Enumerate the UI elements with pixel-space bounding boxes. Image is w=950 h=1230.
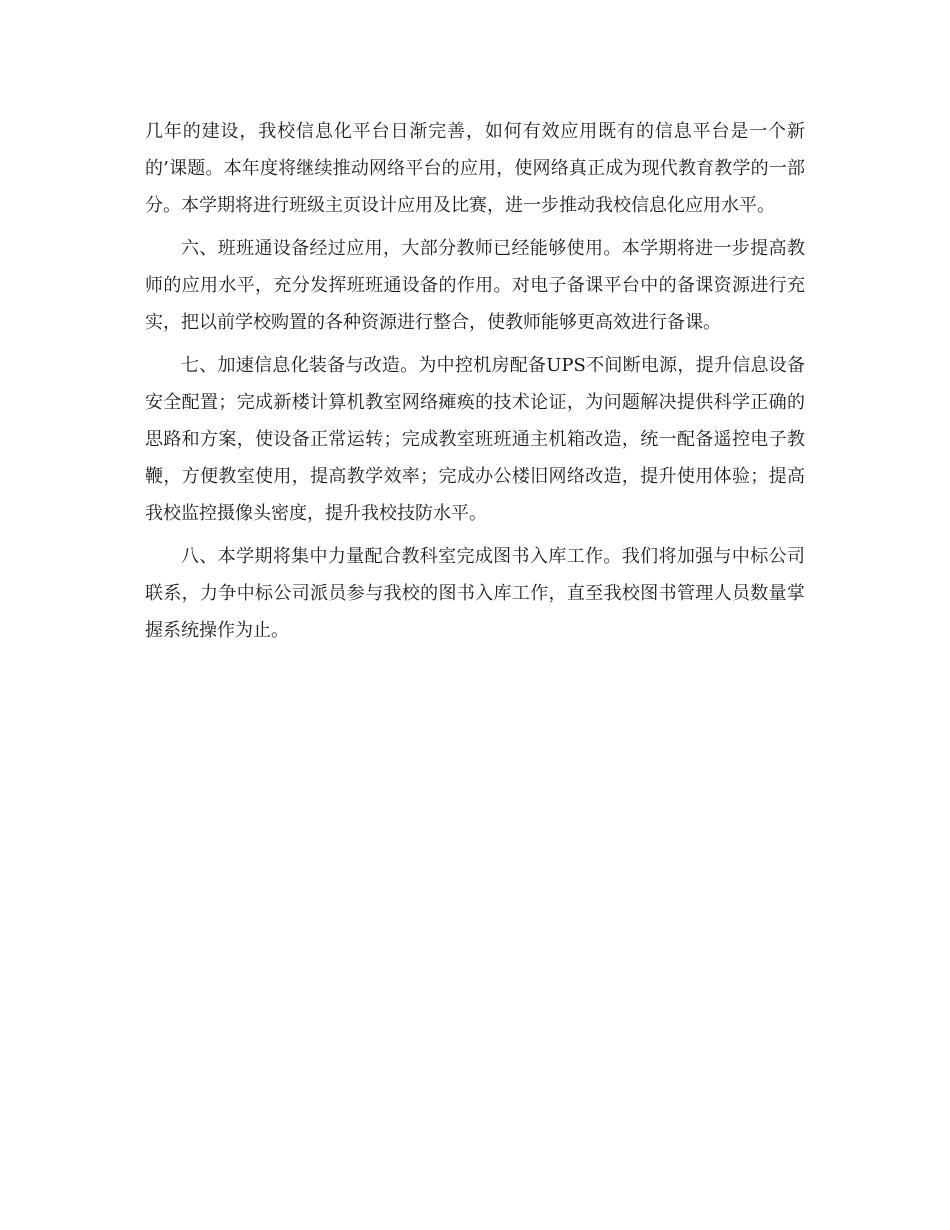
document-body — [145, 113, 805, 655]
paragraph-section-8: 八、本学期将集中力量配合教科室完成图书入库工作。我们将加强与中标公司联系，力争中标公司派员参与我校的图书入库工作，直至我校图书管理人员数量掌握系统操作为止。 — [145, 546, 805, 641]
paragraph-section-6: 六、班班通设备经过应用，大部分教师已经能够使用。本学期将进一步提高教师的应用水平，充分发挥班班通设备的作用。对电子备课平台中的备课资源进行充实，把以前学校购置的各种资源进行整合，使教师能够更高效进行备课。 — [145, 238, 805, 333]
paragraph-section-7: 七、加速信息化装备与改造。为中控机房配备UPS不间断电源，提升信息设备安全配置；完成新楼计算机教室网络瘫痪的技术论证，为问题解决提供科学正确的思路和方案，使设备正常运转；完成教室班班通主机箱改造，统一配备遥控电子教鞭，方便教室使用，提高教学效率；完成办公楼旧网络改造，提升使用体验；提高我校监控摄像头密度，提升我校技防水平。 — [145, 355, 805, 524]
paragraph-intro-continuation: 几年的建设，我校信息化平台日渐完善，如何有效应用既有的信息平台是一个新的’课题。本年度将继续推动网络平台的应用，使网络真正成为现代教育教学的一部分。本学期将进行班级主页设计应用及比赛，进一步推动我校信息化应用水平。 — [145, 121, 805, 216]
